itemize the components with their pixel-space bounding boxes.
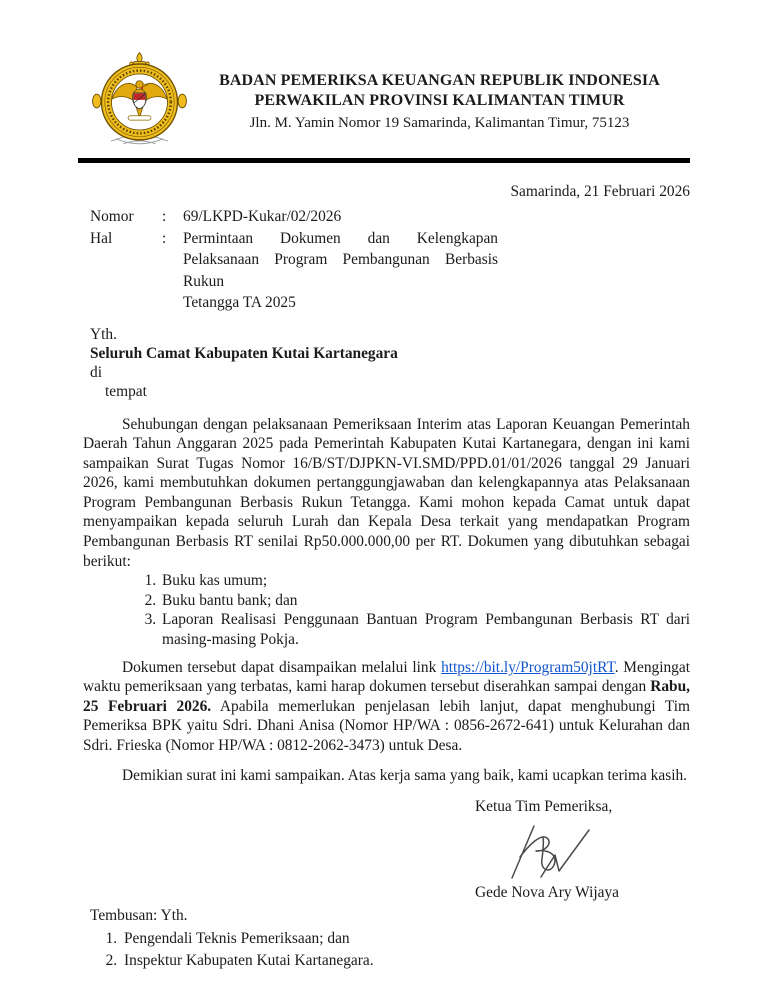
document-list-item: 3. Laporan Realisasi Penggunaan Bantuan Program Pembangunan Berbasis RT dari masing-masing Pokja.	[160, 610, 690, 649]
signer-name: Gede Nova Ary Wijaya	[475, 884, 619, 902]
recipient-name: Seluruh Camat Kabupaten Kutai Kartanegara	[90, 344, 398, 362]
text-segment: Apabila memerlukan penjelasan lebih lanjut, dapat menghubungi Tim Pemeriksa BPK yaitu Sdri. Dhani Anisa (Nomor HP/WA : 0856-2672-641) untuk Kelurahan dan Sdri. Frieska (Nomor HP/WA : 0812-2062-3473) untuk Desa.	[83, 697, 691, 754]
signature-block	[475, 797, 690, 903]
document-upload-link[interactable]: https://bit.ly/Program50jtRT	[441, 658, 615, 676]
hal-value	[183, 228, 498, 314]
hal-line: Tetangga TA 2025	[183, 294, 296, 311]
paragraph-closing: Demikian surat ini kami sampaikan. Atas kerja sama yang baik, kami ucapkan terima kasih.	[122, 766, 688, 784]
org-address: Jln. M. Yamin Nomor 19 Samarinda, Kalimantan Timur, 75123	[249, 114, 630, 131]
paragraph-opening: Sehubungan dengan pelaksanaan Pemeriksaan Interim atas Laporan Keuangan Pemerintah Daerah Tahun Anggaran 2025 pada Pemerintah Kabupaten Kutai Kartanegara, dengan ini kami sampaikan Surat Tugas Nomor 16/B/ST/DJPKN-VI.SMD/PPD.01/01/2026 tanggal 29 Januari 2026, kami membutuhkan dokumen pertanggungjawaban dan kelengkapannya atas Pelaksanaan Program Pembangunan Berbasis Rukun Tetangga. Kami mohon kepada Camat untuk dapat menyampaikan kepada seluruh Lurah dan Kepala Desa terkait yang mendapatkan Program Pembangunan Berbasis RT senilai Rp50.000.000,00 per RT. Dokumen yang dibutuhkan sebagai berikut:	[83, 415, 690, 570]
text-segment: . Mengingat waktu pemeriksaan yang terbatas, kami harap dokumen tersebut diserahkan sampai dengan	[83, 658, 690, 696]
recipient-place: tempat	[105, 382, 147, 400]
nomor-label: Nomor	[90, 208, 134, 225]
place-date: Samarinda, 21 Februari 2026	[510, 183, 690, 200]
tembusan-list	[90, 928, 690, 973]
org-name-line1: BADAN PEMERIKSA KEUANGAN REPUBLIK INDONESIA	[219, 71, 660, 89]
tembusan-item: 1. Pengendali Teknis Pemeriksaan; dan	[121, 928, 690, 951]
letterhead-text	[187, 71, 690, 133]
text-segment: Dokumen tersebut dapat disampaikan melalui link	[122, 658, 442, 676]
hal-line: Pelaksanaan Program Pembangunan Berbasis Rukun	[183, 251, 498, 290]
nomor-value: 69/LKPD-Kukar/02/2026	[183, 208, 342, 225]
bpk-emblem-icon	[92, 52, 187, 151]
hal-colon: :	[162, 229, 167, 247]
document-list-item: 2. Buku bantu bank; dan	[160, 591, 690, 611]
document-list-item: 1. Buku kas umum;	[160, 571, 690, 591]
hal-line: Permintaan Dokumen dan Kelengkapan	[183, 229, 498, 247]
hal-label: Hal	[90, 229, 113, 247]
letterhead	[83, 52, 690, 151]
recipient-salutation: Yth.	[90, 325, 117, 343]
tembusan-label: Tembusan: Yth.	[90, 907, 188, 925]
signer-title: Ketua Tim Pemeriksa,	[475, 798, 613, 816]
letter-meta	[90, 206, 690, 314]
text-segment: Rabu, 25 Februari 2026.	[83, 678, 690, 715]
recipient-block	[90, 325, 690, 401]
letterhead-divider	[78, 158, 690, 163]
org-name-line2: PERWAKILAN PROVINSI KALIMANTAN TIMUR	[254, 91, 625, 109]
tembusan-item: 2. Inspektur Kabupaten Kutai Kartanegara.	[121, 950, 690, 973]
recipient-di: di	[90, 363, 102, 381]
tembusan-block	[90, 905, 690, 973]
signature-scribble-icon	[505, 819, 597, 883]
document-list	[83, 571, 690, 649]
nomor-colon: :	[162, 208, 167, 225]
paragraph-submission	[83, 658, 690, 756]
